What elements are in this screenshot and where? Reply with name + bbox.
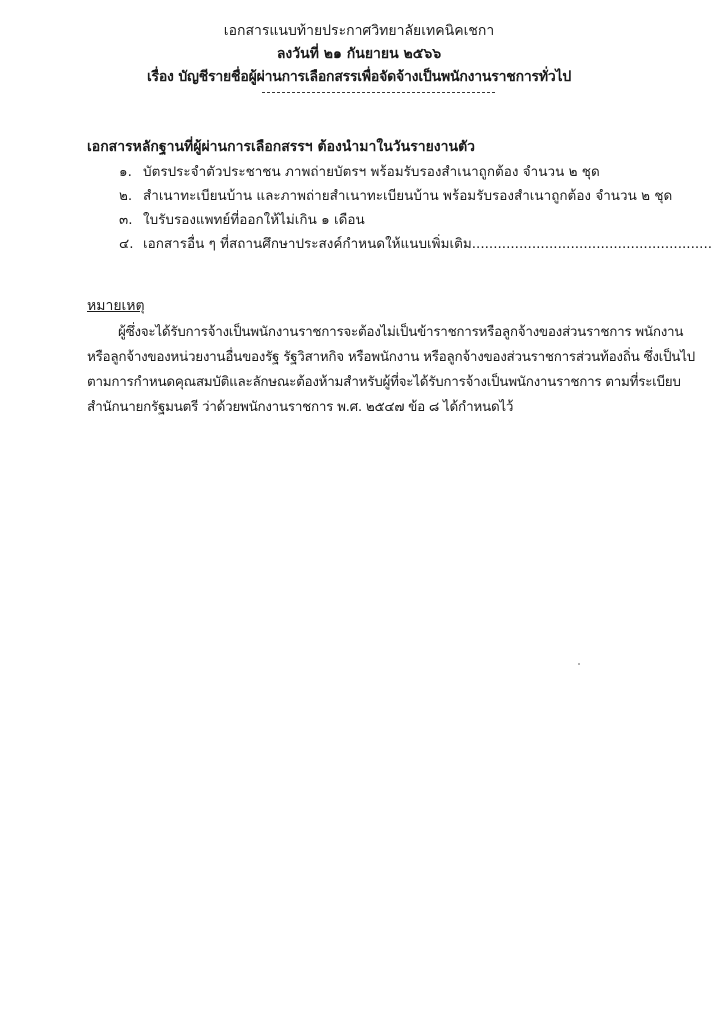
document-item [119, 208, 365, 230]
remark-line: สำนักนายกรัฐมนตรี ว่าด้วยพนักงานราชการ พ.ศ. ๒๕๔๗ ข้อ ๘ ได้กำหนดไว้ [87, 399, 514, 415]
remark-line: ตามการกำหนดคุณสมบัติและลักษณะต้องห้ามสำหรับผู้ที่จะได้รับการจ้างเป็นพนักงานราชการ ตามที่ระเบียบ [87, 374, 681, 390]
header-announcement-line: เอกสารแนบท้ายประกาศวิทยาลัยเทคนิคเชกา [223, 23, 495, 39]
document-item [119, 232, 712, 254]
document-item-text: ใบรับรองแพทย์ที่ออกให้ไม่เกิน ๑ เดือน [143, 212, 365, 228]
scan-speck [578, 663, 580, 665]
remark-line: หรือลูกจ้างของหน่วยงานอื่นของรัฐ รัฐวิสาหกิจ หรือพนักงาน หรือลูกจ้างของส่วนราชการส่วนท้องถิ่น ซึ่งเป็นไป [87, 349, 695, 365]
document-item-number: ๑. [119, 164, 132, 180]
document-item-number: ๒. [119, 188, 133, 204]
documents-heading: เอกสารหลักฐานที่ผู้ผ่านการเลือกสรรฯ ต้องนำมาในวันรายงานตัว [87, 139, 476, 155]
document-item [119, 160, 600, 182]
header-subject-line: เรื่อง บัญชีรายชื่อผู้ผ่านการเลือกสรรเพื่อจัดจ้างเป็นพนักงานราชการทั่วไป [146, 69, 572, 85]
document-item-number: ๓. [119, 212, 133, 228]
document-item-text: เอกสารอื่น ๆ ที่สถานศึกษาประสงค์กำหนดให้แนบเพิ่มเติม........................................................ [143, 236, 713, 252]
header-divider [262, 92, 495, 93]
remark-line: ผู้ซึ่งจะได้รับการจ้างเป็นพนักงานราชการจะต้องไม่เป็นข้าราชการหรือลูกจ้างของส่วนราชการ พนักงาน [118, 324, 684, 340]
remark-heading: หมายเหตุ [87, 298, 145, 314]
document-item-number: ๔. [119, 236, 134, 252]
document-item-text: บัตรประจำตัวประชาชน ภาพถ่ายบัตรฯ พร้อมรับรองสำเนาถูกต้อง จำนวน ๒ ชุด [143, 164, 600, 180]
document-item [119, 184, 672, 206]
header-date-line: ลงวันที่ ๒๑ กันยายน ๒๕๖๖ [276, 46, 442, 62]
document-item-text: สำเนาทะเบียนบ้าน และภาพถ่ายสำเนาทะเบียนบ้าน พร้อมรับรองสำเนาถูกต้อง จำนวน ๒ ชุด [143, 188, 673, 204]
